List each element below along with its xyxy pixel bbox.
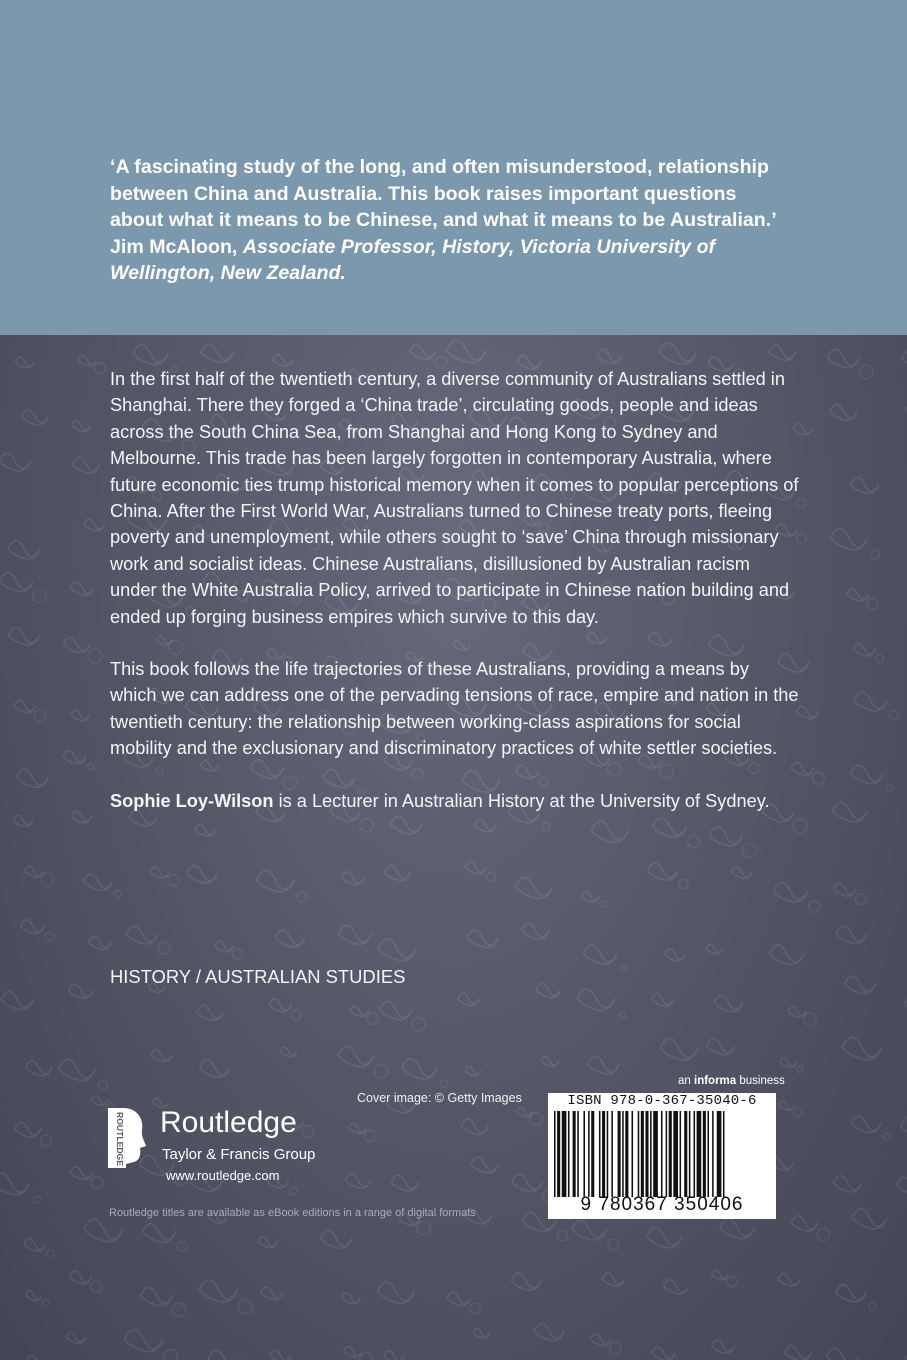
pattern-ring: [233, 949, 243, 959]
pattern-swirl: [70, 582, 94, 596]
publisher-group: Taylor & Francis Group: [162, 1146, 316, 1163]
pattern-swirl: [8, 541, 40, 559]
pattern-swirl: [714, 996, 742, 1012]
pattern-swirl: [836, 1285, 867, 1302]
cover-image-credit: Cover image: © Getty Images: [357, 1091, 522, 1105]
pattern-swirl: [348, 1123, 366, 1133]
pattern-swirl: [660, 1039, 698, 1061]
pattern-swirl: [1, 991, 33, 1009]
pattern-ring: [238, 1300, 252, 1314]
pattern-swirl: [13, 815, 33, 826]
pattern-ring: [530, 1113, 543, 1126]
pattern-swirl: [15, 357, 34, 368]
pattern-swirl: [770, 945, 804, 964]
pattern-ring: [177, 1242, 187, 1252]
pattern-swirl: [780, 1058, 797, 1067]
pattern-swirl: [197, 1005, 224, 1020]
pattern-swirl: [378, 939, 416, 961]
pattern-ring: [470, 1303, 481, 1314]
barcode-bar: [645, 1111, 648, 1197]
pattern-swirl: [663, 1280, 688, 1294]
pattern-ring: [98, 1081, 107, 1090]
quote-attribution: [110, 234, 790, 287]
pattern-swirl: [511, 1273, 541, 1290]
pattern-swirl: [187, 865, 218, 883]
pattern-ring: [870, 550, 879, 559]
pattern-ring: [88, 764, 94, 770]
barcode-bar: [568, 1111, 570, 1197]
pattern-swirl: [521, 923, 549, 939]
pattern-ring: [876, 655, 884, 663]
quote-author: Jim McAloon,: [110, 235, 238, 258]
pattern-swirl: [84, 1219, 123, 1241]
barcode-bar: [666, 1111, 668, 1197]
pattern-swirl: [512, 1174, 542, 1191]
pattern-swirl: [350, 1006, 369, 1017]
publisher-url: www.routledge.com: [166, 1168, 280, 1183]
pattern-swirl: [66, 1332, 86, 1343]
pattern-swirl: [827, 349, 859, 367]
pattern-swirl: [69, 1271, 91, 1284]
pattern-ring: [41, 1135, 52, 1146]
pattern-swirl: [201, 344, 233, 362]
pattern-swirl: [385, 866, 411, 881]
pattern-ring: [367, 1013, 378, 1024]
pattern-swirl: [851, 1116, 880, 1133]
pattern-swirl: [199, 1060, 230, 1077]
pattern-ring: [364, 1130, 376, 1142]
pattern-swirl: [791, 1216, 818, 1231]
author-bio-text: is a Lecturer in Australian History at the University of Sydney.: [273, 790, 770, 811]
pattern-swirl: [258, 1237, 277, 1248]
pattern-ring: [869, 1302, 876, 1309]
pattern-swirl: [24, 1239, 46, 1252]
pattern-swirl: [84, 874, 113, 890]
pattern-ring: [374, 1065, 387, 1078]
informa-prefix: an: [678, 1075, 694, 1087]
pattern-ring: [608, 1239, 619, 1250]
pattern-ring: [33, 1196, 40, 1203]
pattern-swirl: [63, 751, 86, 764]
book-description: [110, 366, 800, 840]
pattern-swirl: [71, 710, 89, 721]
pattern-ring: [291, 1010, 301, 1020]
barcode-bar: [684, 1111, 687, 1197]
pattern-swirl: [465, 862, 486, 874]
barcode-bar: [673, 1111, 678, 1197]
barcode-bar: [669, 1111, 672, 1197]
informa-suffix: business: [736, 1075, 785, 1087]
isbn-digits: 9 780367 350406: [580, 1194, 744, 1215]
pattern-ring: [45, 932, 54, 941]
ebook-note: Routledge titles are available as eBook editions in a range of digital formats: [109, 1207, 476, 1219]
pattern-swirl: [572, 1220, 607, 1240]
pattern-swirl: [72, 457, 99, 473]
pattern-ring: [794, 1108, 802, 1116]
pattern-swirl: [270, 1350, 291, 1360]
pattern-swirl: [70, 1167, 92, 1180]
pattern-ring: [360, 1353, 373, 1360]
pattern-ring: [486, 872, 495, 881]
pattern-swirl: [830, 404, 858, 420]
pattern-swirl: [275, 930, 305, 947]
barcode-bar: [588, 1111, 590, 1197]
pattern-swirl: [17, 769, 49, 787]
pattern-swirl: [852, 1209, 887, 1229]
pattern-swirl: [410, 344, 436, 359]
pattern-swirl: [516, 877, 553, 898]
pattern-swirl: [63, 638, 89, 653]
pattern-swirl: [602, 1273, 625, 1286]
pattern-ring: [91, 1177, 103, 1189]
pattern-swirl: [779, 1101, 795, 1110]
isbn-label: ISBN 978-0-367-35040-6: [567, 1093, 757, 1109]
pattern-ring: [41, 873, 53, 885]
pattern-swirl: [214, 941, 233, 952]
pattern-swirl: [391, 1175, 419, 1191]
barcode-bar: [689, 1111, 691, 1197]
barcode-bar: [577, 1111, 579, 1197]
pattern-ring: [557, 1231, 567, 1241]
pattern-swirl: [711, 1340, 734, 1353]
pattern-swirl: [133, 345, 168, 365]
pattern-swirl: [850, 477, 878, 493]
pattern-swirl: [151, 1049, 173, 1061]
barcode-bar: [607, 1111, 609, 1197]
barcode-bar: [591, 1111, 594, 1197]
pattern-ring: [33, 589, 47, 603]
pattern-swirl: [27, 1355, 47, 1360]
pattern-swirl: [847, 589, 868, 601]
pattern-swirl: [583, 945, 617, 964]
pattern-swirl: [901, 1116, 907, 1139]
pattern-swirl: [833, 1176, 862, 1192]
pattern-ring: [859, 365, 873, 379]
pattern-swirl: [897, 1178, 907, 1195]
pattern-swirl: [273, 355, 293, 367]
routledge-logo-icon: [100, 1104, 150, 1168]
pattern-swirl: [143, 1224, 176, 1243]
pattern-swirl: [836, 926, 867, 944]
pattern-ring: [91, 1281, 102, 1292]
pattern-swirl: [473, 1329, 490, 1339]
pattern-ring: [817, 1228, 829, 1240]
pattern-ring: [883, 1133, 890, 1140]
pattern-ring: [289, 1187, 297, 1195]
pattern-ring: [417, 1221, 430, 1234]
subject-category: HISTORY / AUSTRALIAN STUDIES: [110, 966, 406, 987]
pattern-ring: [172, 1303, 185, 1316]
pattern-ring: [813, 772, 825, 784]
pattern-swirl: [261, 1287, 283, 1300]
barcode-bar: [562, 1111, 567, 1197]
pattern-ring: [412, 1017, 425, 1030]
pattern-ring: [887, 785, 893, 791]
pattern-swirl: [577, 989, 615, 1010]
pattern-ring: [727, 1277, 737, 1287]
barcode-bar: [641, 1111, 644, 1197]
pattern-ring: [440, 1080, 448, 1088]
pattern-swirl: [25, 1061, 51, 1076]
pattern-ring: [855, 894, 866, 905]
pattern-swirl: [833, 802, 868, 822]
pattern-swirl: [341, 872, 364, 885]
pattern-swirl: [384, 1351, 404, 1360]
pattern-swirl: [199, 1280, 237, 1302]
pattern-swirl: [84, 519, 105, 531]
pattern-swirl: [659, 343, 696, 364]
pattern-swirl: [0, 453, 30, 471]
barcode-bar: [723, 1111, 725, 1197]
barcode-bar: [599, 1111, 601, 1197]
pattern-swirl: [25, 1291, 42, 1301]
pattern-swirl: [0, 1173, 30, 1195]
pattern-swirl: [338, 1046, 374, 1066]
pattern-swirl: [842, 1037, 881, 1060]
pattern-swirl: [125, 1330, 163, 1352]
barcode-bar: [697, 1111, 702, 1197]
pattern-swirl: [902, 351, 907, 367]
pattern-swirl: [141, 1288, 173, 1306]
barcode-bar: [618, 1111, 621, 1197]
pattern-ring: [809, 901, 821, 913]
barcode-bar: [717, 1111, 722, 1197]
pattern-swirl: [342, 1293, 361, 1304]
pattern-swirl: [471, 1157, 499, 1173]
pattern-swirl: [711, 1270, 728, 1280]
quote-text: ‘A fascinating study of the long, and often misunderstood, relationship between China and Australia. This book raises important questions about what it means to be Chinese, and what it means to be Australian.’: [110, 156, 777, 231]
pattern-swirl: [588, 1056, 619, 1074]
barcode-bar: [622, 1111, 624, 1197]
pattern-ring: [42, 1299, 49, 1306]
pattern-swirl: [0, 573, 33, 592]
pattern-swirl: [731, 867, 751, 879]
pattern-ring: [302, 1125, 314, 1137]
pattern-swirl: [467, 930, 498, 948]
pattern-ring: [158, 942, 170, 954]
pattern-swirl: [534, 1324, 564, 1341]
author-bio: [110, 788, 800, 814]
pattern-ring: [94, 363, 105, 374]
pattern-swirl: [830, 529, 867, 550]
pattern-swirl: [581, 892, 599, 902]
barcode-bar: [625, 1111, 628, 1197]
pattern-swirl: [652, 1347, 675, 1360]
pattern-swirl: [447, 340, 487, 363]
pattern-swirl: [15, 1122, 41, 1137]
barcode-bars: [554, 1111, 770, 1197]
pattern-swirl: [648, 863, 678, 880]
pattern-ring: [115, 891, 122, 898]
pattern-swirl: [269, 999, 292, 1012]
barcode-bar: [611, 1111, 613, 1197]
pattern-swirl: [769, 345, 796, 360]
barcode-bar: [602, 1111, 605, 1197]
pattern-swirl: [706, 945, 723, 954]
pattern-swirl: [8, 627, 39, 645]
pattern-swirl: [851, 765, 883, 784]
barcode-bar: [680, 1111, 682, 1197]
pattern-swirl: [826, 1348, 858, 1360]
pattern-swirl: [465, 1067, 481, 1076]
pattern-ring: [609, 1342, 621, 1354]
barcode-bar: [694, 1111, 696, 1197]
pattern-swirl: [458, 993, 479, 1005]
pattern-swirl: [14, 700, 35, 712]
pattern-swirl: [280, 1047, 296, 1056]
publisher-name: Routledge: [160, 1106, 297, 1139]
pattern-swirl: [647, 1228, 682, 1248]
author-name: Sophie Loy-Wilson: [110, 790, 274, 811]
description-paragraph: In the first half of the twentieth century, a diverse community of Australians settled in Shanghai. There they forged a ‘China trade’, circulating goods, people and ideas across the South China Sea, from Shanghai and Hong Kong to Sydney and Melbourne. This trade has been largely forgotten in contemporary Australia, where future economic ties trump historical memory when it comes to popular perceptions of China. After the First World War, Australians turned to Chinese treaty ports, fleeing poverty and unemployment, while others sought to ‘save’ China through missionary work and socialist ideas. Chinese Australians, disillusioned by Australian racism under the White Australia Policy, arrived to participate in Chinese nation building and ended up forging business empires which survive to this day.: [110, 369, 799, 627]
pattern-ring: [164, 1350, 178, 1360]
informa-brand: informa: [694, 1075, 737, 1087]
quote-author-role: Associate Professor, History, Victoria University of Wellington, New Zealand.: [110, 235, 716, 284]
pattern-swirl: [853, 643, 875, 656]
barcode-bar: [703, 1111, 706, 1197]
pattern-swirl: [834, 883, 857, 896]
pattern-swirl: [59, 1059, 96, 1080]
barcode-bar: [557, 1111, 560, 1197]
barcode-bar: [632, 1111, 634, 1197]
barcode-bar: [712, 1111, 714, 1197]
pattern-swirl: [707, 1039, 735, 1055]
pattern-ring: [804, 1013, 817, 1026]
pattern-swirl: [72, 811, 92, 822]
isbn-barcode: [548, 1093, 776, 1219]
pattern-swirl: [854, 692, 887, 711]
pattern-swirl: [788, 1007, 806, 1017]
pattern-swirl: [208, 1350, 241, 1360]
pattern-swirl: [69, 984, 94, 998]
pattern-swirl: [339, 926, 372, 945]
pattern-ring: [679, 879, 688, 888]
pattern-swirl: [78, 356, 96, 366]
pattern-swirl: [778, 1274, 800, 1286]
pattern-swirl: [257, 870, 295, 891]
pattern-swirl: [402, 1059, 437, 1079]
pattern-swirl: [22, 410, 49, 425]
pattern-swirl: [344, 1346, 363, 1357]
pattern-ring: [867, 598, 878, 609]
endorsement-quote: [110, 154, 790, 287]
barcode-bar: [653, 1111, 658, 1197]
logo-vertical-text: ROUTLEDGE: [115, 1112, 125, 1166]
pattern-ring: [88, 649, 102, 663]
pattern-swirl: [720, 1219, 755, 1239]
barcode-bar: [583, 1111, 585, 1197]
informa-tagline: [678, 1075, 785, 1087]
pattern-swirl: [88, 936, 111, 949]
barcode-bar: [638, 1111, 640, 1197]
pattern-swirl: [21, 920, 45, 934]
pattern-swirl: [845, 976, 876, 993]
pattern-ring: [620, 965, 626, 971]
pattern-swirl: [25, 866, 44, 877]
pattern-swirl: [150, 867, 169, 878]
description-paragraph: This book follows the life trajectories of these Australians, providing a means by which we can address one of the pervading tensions of race, empire and nation in the twentieth century: the relationship between working-class aspirations for social mobility and the exclusionary and discriminatory practices of white settler societies.: [110, 659, 799, 759]
pattern-swirl: [665, 949, 685, 961]
pattern-swirl: [447, 1292, 470, 1305]
barcode-bar: [573, 1111, 576, 1197]
pattern-swirl: [461, 1119, 488, 1134]
barcode-bar: [650, 1111, 652, 1197]
pattern-ring: [742, 843, 756, 857]
pattern-swirl: [345, 1173, 371, 1188]
pattern-ring: [168, 875, 179, 886]
pattern-swirl: [72, 420, 91, 431]
barcode-bar: [661, 1111, 663, 1197]
pattern-swirl: [773, 882, 807, 902]
barcode-bar: [554, 1111, 556, 1197]
pattern-ring: [797, 1066, 803, 1072]
pattern-swirl: [380, 1001, 412, 1019]
pattern-swirl: [785, 1346, 811, 1360]
pattern-ring: [889, 711, 898, 720]
pattern-swirl: [597, 349, 621, 363]
pattern-swirl: [536, 984, 560, 998]
pattern-swirl: [378, 1282, 415, 1303]
pattern-ring: [34, 709, 46, 721]
pattern-ring: [619, 1012, 625, 1018]
pattern-swirl: [652, 994, 674, 1007]
pattern-swirl: [591, 1334, 612, 1346]
pattern-ring: [297, 892, 307, 902]
pattern-ring: [46, 1250, 54, 1258]
pattern-swirl: [127, 926, 158, 944]
barcode-bar: [707, 1111, 709, 1197]
pattern-swirl: [320, 1230, 352, 1248]
pattern-ring: [600, 901, 607, 908]
pattern-swirl: [541, 1056, 559, 1066]
